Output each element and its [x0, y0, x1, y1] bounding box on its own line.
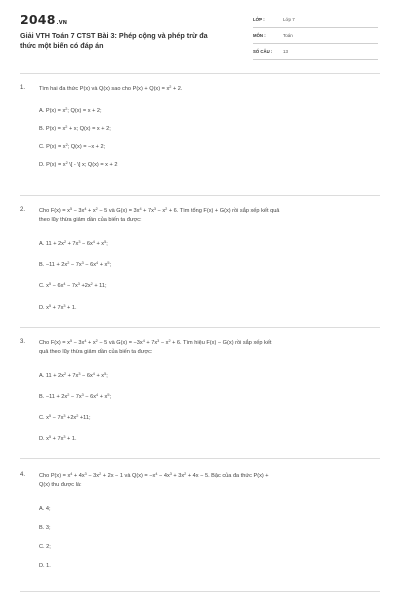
document-title-line-2: thức một biến có đáp án [20, 41, 104, 50]
question-line: Cho $P(x) = x^4 + 4x^3 - 3x^2 + 2x - 1$ và $Q(x) = -x^4 - 4x^3 + 3x^2 + 4x - 5$. Bậc của đa thức P(x) + [39, 471, 269, 479]
meta-subject-value: Toán [283, 33, 293, 38]
option-c[interactable]: C. 2; [39, 544, 51, 550]
document-meta [253, 16, 378, 64]
document-title-line-1: Giải VTH Toán 7 CTST Bài 3: Phép cộng và phép trừ đa [20, 31, 208, 40]
option-b[interactable]: B. $P(x) = x^2 + x$; Q(x) = x + 2; [39, 124, 111, 132]
question-number: 2. [20, 207, 26, 213]
option-d[interactable]: D. $x^5 + 7x^3 + 1$. [39, 434, 77, 442]
option-a[interactable]: A. $11 + 2x^2 + 7x^3 - 6x^4 + x^5$; [39, 239, 108, 247]
meta-question-count-value: 13 [283, 49, 289, 54]
logo-sub-text: .VN [56, 20, 68, 26]
header-divider [20, 73, 380, 74]
question-line: quả theo lũy thừa giảm dần của biến ta được: [39, 349, 153, 356]
question-line: theo lũy thừa giảm dần của biến ta được: [39, 217, 142, 224]
question-number: 1. [20, 85, 26, 91]
option-c[interactable]: C. $x^5 - 7x^3 +2x^2 +11$; [39, 413, 91, 421]
option-d[interactable]: D. 1. [39, 563, 51, 569]
question-divider [20, 458, 380, 459]
option-b[interactable]: B. $-11 + 2x^2 - 7x^3 - 6x^4 + x^5$; [39, 260, 112, 268]
question-divider [20, 195, 380, 196]
meta-question-count [253, 48, 378, 60]
meta-grade-label: LỚP : [253, 17, 265, 22]
page-header [0, 0, 400, 68]
question-divider [20, 327, 380, 328]
option-d[interactable]: D. $P(x) = x^2$ \[ - \] x; Q(x) = x + 2 [39, 160, 118, 168]
option-d[interactable]: D. $x^5 + 7x^3 + 1$. [39, 303, 77, 311]
option-a[interactable]: A. 4; [39, 506, 51, 512]
meta-grade-value: Lớp 7 [283, 17, 295, 22]
meta-grade [253, 16, 378, 28]
question-text [39, 472, 380, 490]
meta-subject [253, 32, 378, 44]
document-title [20, 31, 252, 51]
site-logo[interactable] [20, 12, 67, 27]
question-text [39, 85, 380, 94]
option-b[interactable]: B. $-11 + 2x^2 - 7x^3 - 6x^4 + x^5$; [39, 392, 112, 400]
question-text [39, 207, 380, 225]
question-divider [20, 591, 380, 592]
option-c[interactable]: C. $P(x) = x^2$; Q(x) = −x + 2; [39, 142, 106, 150]
question-line: Q(x) thu được là: [39, 482, 82, 489]
question-number: 4. [20, 472, 26, 478]
question-line: Cho $F(x) = x^5 - 3x^4 + x^2 - 5$ và $G(x) = -3x^4 + 7x^3 - x^2 + 6$. Tìm hiệu F(x) − G(x) rồi sắp xếp kết [39, 338, 272, 346]
question-text [39, 339, 380, 357]
question-line: Cho $F(x) = x^5 - 3x^4 + x^2 - 5$ và $G(x) = 3x^4 + 7x^3 - x^2 + 6$. Tìm tổng F(x) + G(x) rồi sắp xếp kết quả [39, 206, 280, 214]
option-b[interactable]: B. 3; [39, 525, 51, 531]
logo-main-text: 2048 [20, 12, 56, 27]
option-a[interactable]: A. $P(x) = x^2$; Q(x) = x + 2; [39, 106, 102, 114]
option-a[interactable]: A. $11 + 2x^2 + 7x^3 - 6x^4 + x^5$; [39, 371, 108, 379]
question-number: 3. [20, 339, 26, 345]
question-line: Tìm hai đa thức P(x) và Q(x) sao cho $P(x) + Q(x) = x^2 + 2$. [39, 84, 183, 92]
meta-subject-label: MÔN : [253, 33, 266, 38]
meta-question-count-label: SỐ CÂU : [253, 49, 273, 54]
option-c[interactable]: C. $x^5 - 6x^4 - 7x^3 +2x^2 + 11$; [39, 281, 107, 289]
